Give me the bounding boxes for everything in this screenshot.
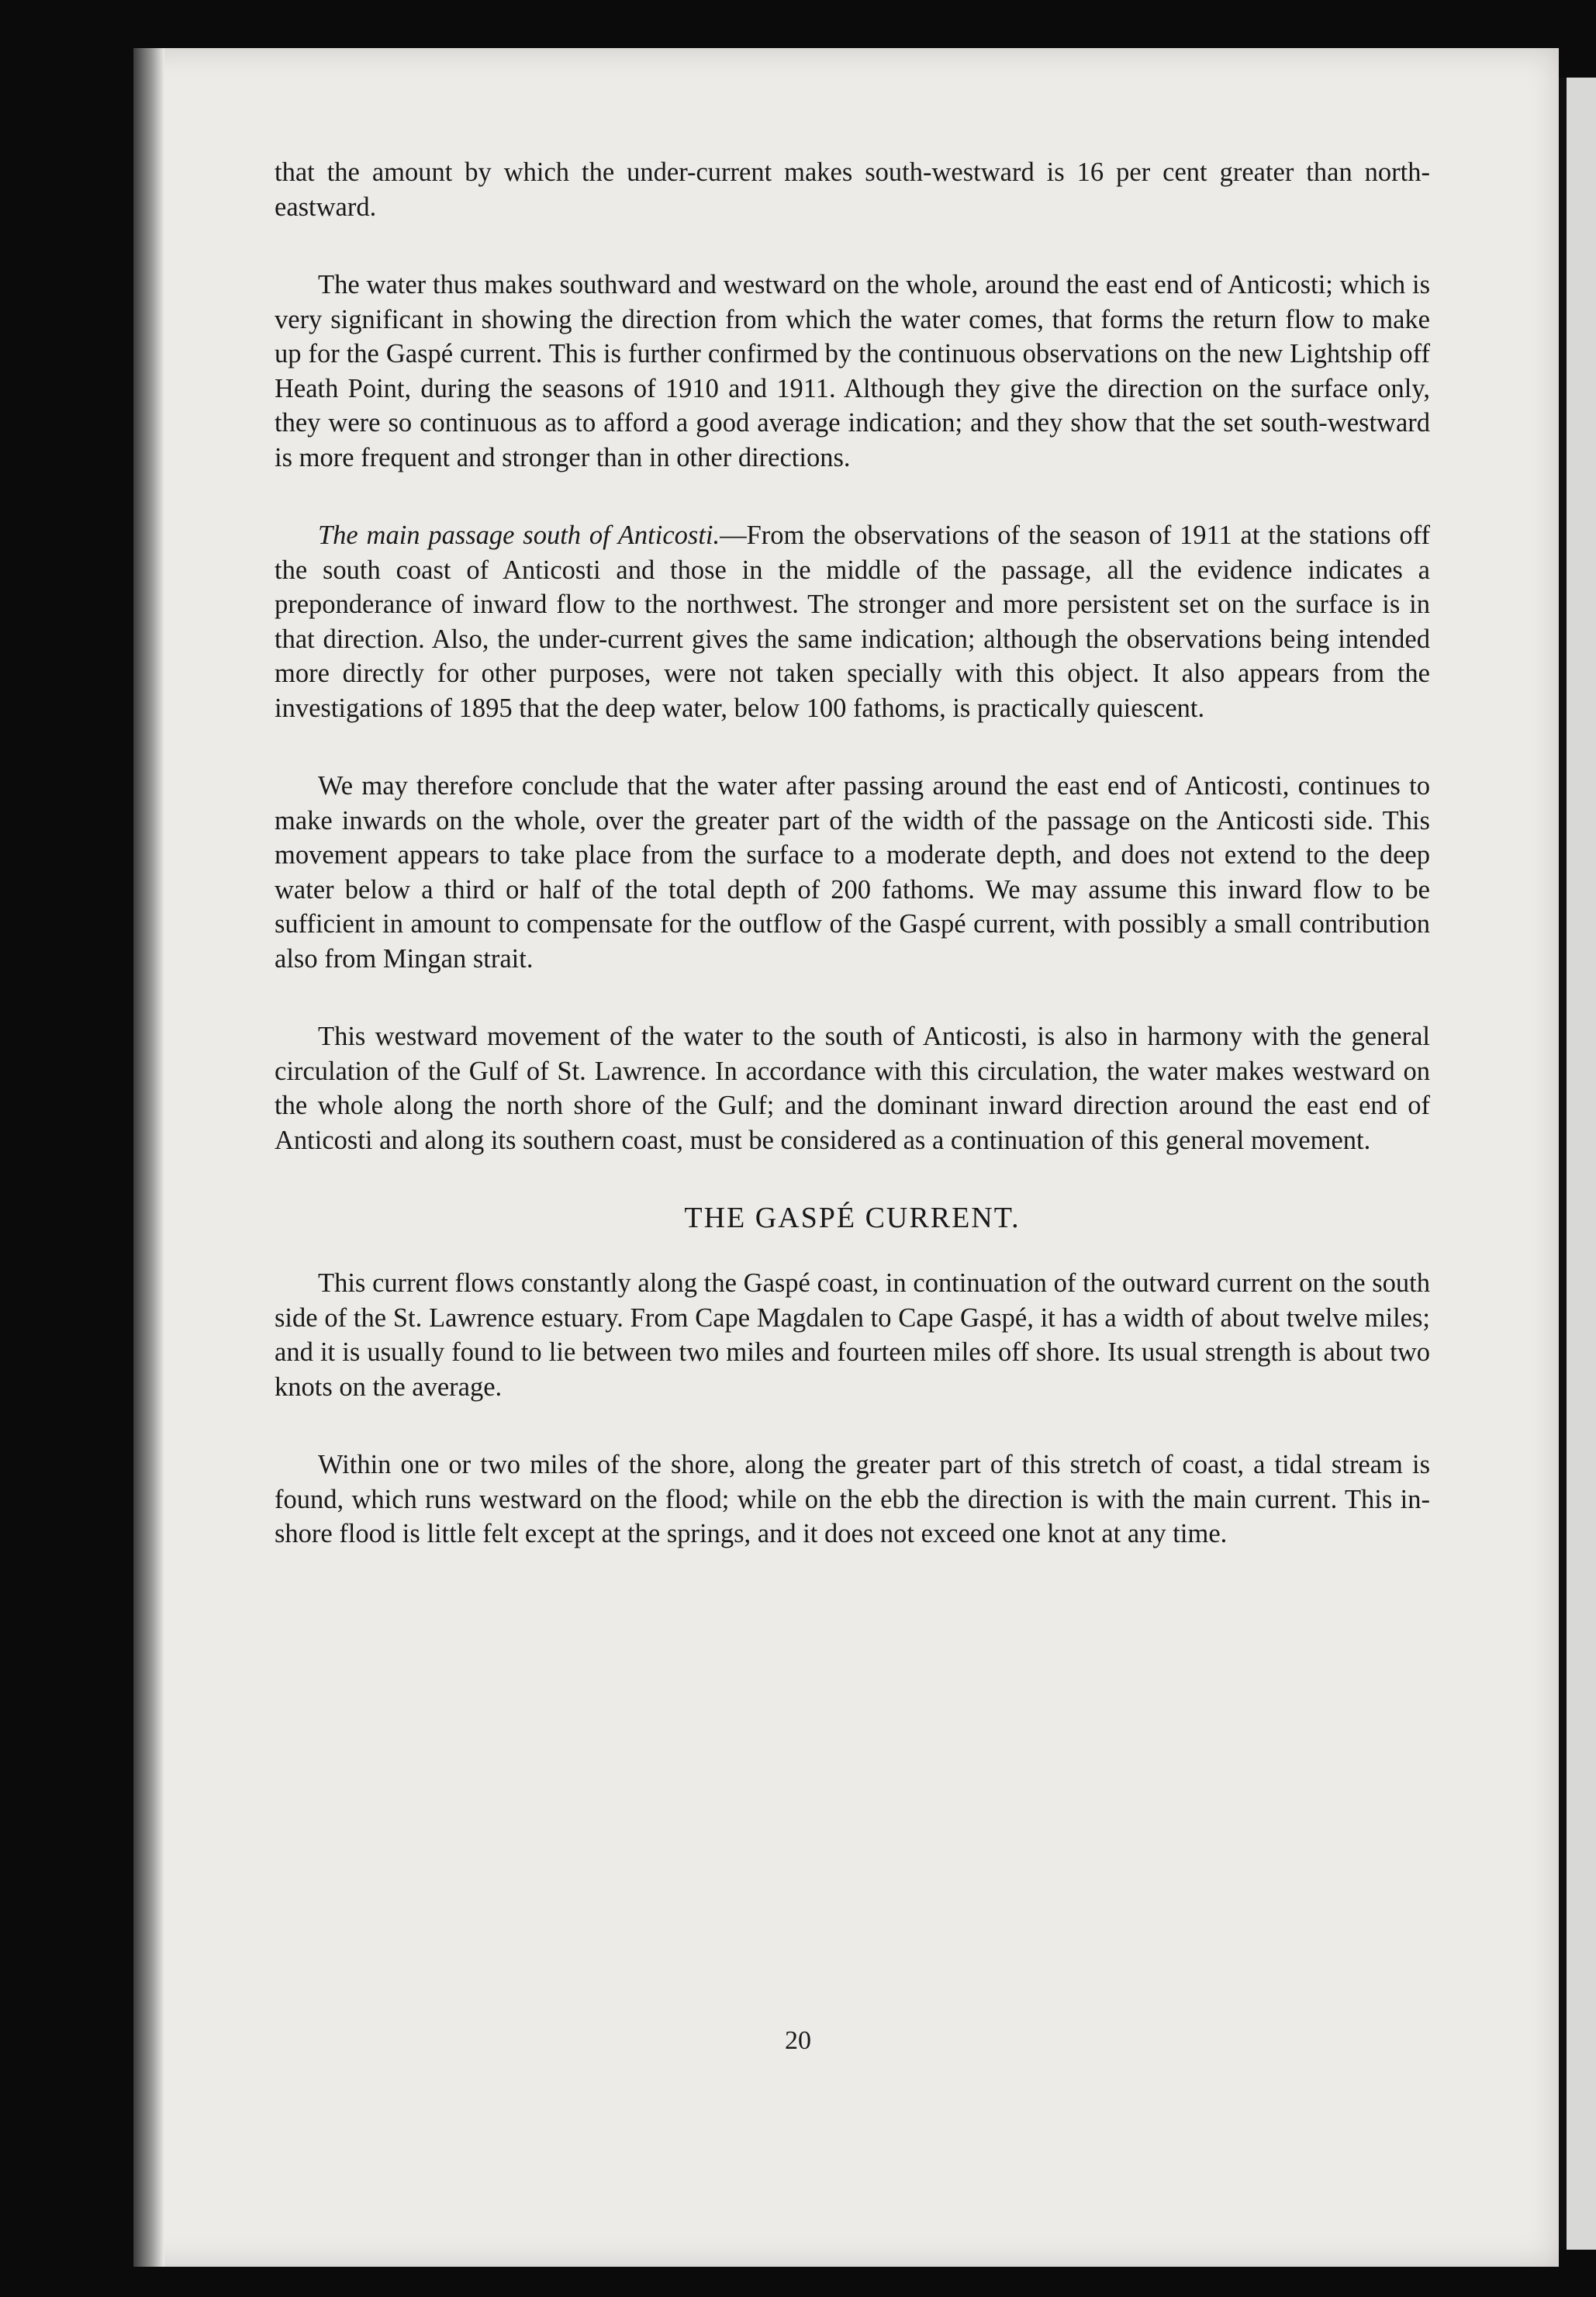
paragraph-5: This westward movement of the water to the south of Anticosti, is also in harmony with the general circulation of the Gulf of St. Lawrence. In accordance with this circulation, the water makes westward on the whole along the north shore of the Gulf; and the dominant inward direction around the east end of Anticosti and along its southern coast, must be considered as a continuation of this general movement. bbox=[275, 1022, 1430, 1155]
paragraph-3-text: —From the observations of the season of 1911 at the stations off the south coast of Anticosti and those in the middle of the passage, all the evidence indicates a preponderance of inward flow to the northwest. The stronger and more persistent set on the surface is in that direction. Also, the under-current gives the same indication; although the observations being intended more directly for other purposes, were not taken specially with this object. It also appears from the investigations of 1895 that the deep water, below 100 fathoms, is practically quiescent. bbox=[275, 521, 1430, 723]
paragraph-3 bbox=[275, 518, 1430, 725]
page-binding-edge bbox=[133, 48, 164, 2267]
paragraph-2: The water thus makes southward and westward on the whole, around the east end of Anticosti; which is very significant in showing the direction from which the water comes, that forms the return flow to make up for the Gaspé current. This is further confirmed by the continuous observations on the new Lightship off Heath Point, during the seasons of 1910 and 1911. Although they give the direction on the surface only, they were so continuous as to afford a good average indication; and they show that the set south-westward is more frequent and stronger than in other directions. bbox=[275, 270, 1430, 472]
section-subheading: The main passage south of Anticosti. bbox=[318, 521, 720, 550]
paragraph-7: Within one or two miles of the shore, along the greater part of this stretch of coast, a tidal stream is found, which runs westward on the flood; while on the ebb the direction is with the main current. This in-shore flood is little felt except at the springs, and it does not exceed one knot at any time. bbox=[275, 1450, 1430, 1548]
page-text-body bbox=[275, 155, 1430, 1595]
section-heading: THE GASPÉ CURRENT. bbox=[684, 1202, 1021, 1234]
adjacent-page-edge bbox=[1559, 78, 1596, 2250]
paragraph-4: We may therefore conclude that the water after passing around the east end of Anticosti, continues to make inwards on the whole, over the greater part of the width of the passage on the Anticosti side. This movement appears to take place from the surface to a moderate depth, and does not extend to the deep water below a third or half of the total depth of 200 fathoms. We may assume this inward flow to be sufficient in amount to compensate for the outflow of the Gaspé current, with possibly a small contribution also from Mingan strait. bbox=[275, 771, 1430, 974]
page-number: 20 bbox=[785, 2026, 811, 2055]
paragraph-6: This current flows constantly along the Gaspé coast, in continuation of the outward current on the south side of the St. Lawrence estuary. From Cape Magdalen to Cape Gaspé, it has a width of about twelve miles; and it is usually found to lie between two miles and fourteen miles off shore. Its usual strength is about two knots on the average. bbox=[275, 1268, 1430, 1402]
paragraph-1: that the amount by which the under-current makes south-westward is 16 per cent greater than north-eastward. bbox=[275, 157, 1430, 222]
